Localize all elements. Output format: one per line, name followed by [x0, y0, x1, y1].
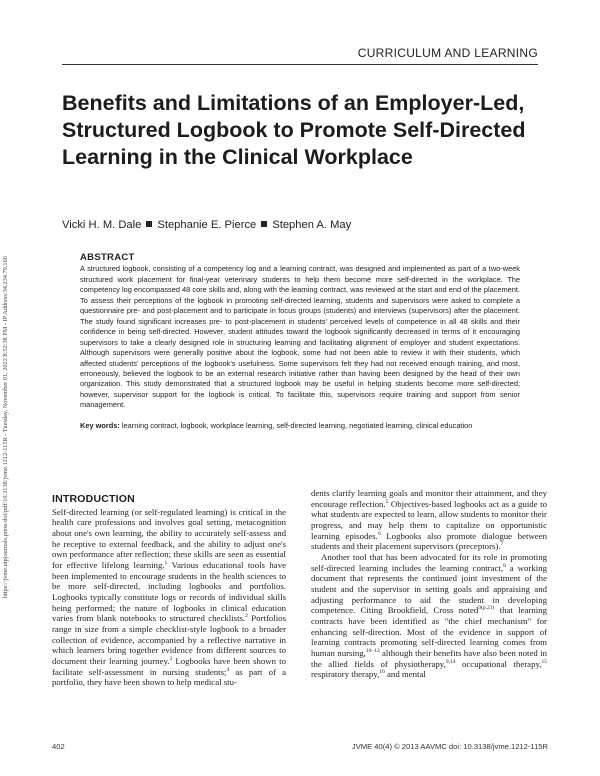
- body-column-right: [311, 488, 547, 680]
- reference-marker: 9(p.21): [478, 605, 495, 612]
- body-text: Self-directed learning (or self-regulated learning) is critical in the health care professions and involves goal setting, metacognition about one's own learning, the ability to accurately self-assess and be receptive to external feedback, and the ability to adjust one's own performance after reflection; these skills are seen as essential for effective lifelong learning.: [52, 506, 286, 570]
- reference-marker: 4: [226, 666, 230, 673]
- body-text: Logbooks also promote dialogue between students and their placement supervisors (preceptors).: [311, 530, 547, 552]
- keywords: [80, 421, 520, 431]
- body-text: Logbooks have been shown to facilitate self-assessment in nursing students;: [52, 655, 286, 677]
- body-text: a working document that represents the continued joint investment of the student and the supervisor in setting goals and appraising and adjusting performance to aid the student in developing competence. Citing Brookfield, Cross noted: [311, 562, 547, 616]
- keywords-label: Key words:: [80, 420, 120, 430]
- body-paragraph: [311, 552, 547, 680]
- body-text: occupational therapy,: [455, 658, 542, 669]
- article-title: Benefits and Limitations of an Employer-Led, Structured Logbook to Promote Self-Directed Learning in the Clinical Workplace: [62, 91, 526, 169]
- reference-marker: 3: [169, 655, 173, 662]
- header-rule: [62, 64, 538, 65]
- body-paragraph: [52, 507, 286, 688]
- reference-marker: 6: [377, 530, 381, 537]
- reference-marker: 1: [164, 560, 168, 567]
- author-name: Stephanie E. Pierce: [157, 219, 257, 231]
- body-text: respiratory therapy,: [311, 669, 380, 680]
- author-separator: [261, 221, 267, 227]
- body-text: and mental: [384, 669, 426, 680]
- page-number: 402: [52, 742, 65, 751]
- abstract-heading: ABSTRACT: [80, 252, 135, 263]
- body-text: Another tool that has been advocated for its role in promoting self-directed learning includes the learning contract,: [311, 551, 547, 573]
- abstract-block: [80, 253, 520, 431]
- reference-marker: 9,14: [445, 658, 456, 665]
- reference-marker: 15: [541, 658, 547, 665]
- reference-marker: 5: [385, 498, 389, 505]
- reference-marker: 10–13: [365, 647, 380, 654]
- body-text: Portfolios range in size from a simple checklist-style logbook to a broader collection of evidence, accompanied by a reflective narrative in which learners bring together evidence from different sources to document their learning journey.: [52, 613, 286, 666]
- download-stamp: [2, 168, 10, 598]
- body-paragraph: [311, 488, 547, 552]
- introduction-heading: INTRODUCTION: [52, 493, 135, 505]
- body-text: as part of a portfolio, they have been shown to help medical stu-: [52, 666, 286, 688]
- body-text: although their benefits have also been noted in the allied fields of physiotherapy,: [311, 647, 547, 669]
- body-text: Various educational tools have been implemented to encourage students in the health sciences to be more self-directed, including logbooks and portfolios. Logbooks typically constitute logs or records of individual skills being performed; the nature of logbooks in clinical education varies from blank notebooks to structured checklists.: [52, 559, 286, 624]
- reference-marker: 8: [503, 562, 506, 569]
- author-name: Vicki H. M. Dale: [62, 219, 142, 231]
- author-list: [62, 219, 351, 231]
- journal-citation: JVME 40(4) © 2013 AAVMC doi: 10.3138/jvme.1212-115R: [351, 742, 548, 751]
- author-name: Stephen A. May: [272, 219, 352, 231]
- author-separator: [146, 221, 152, 227]
- section-label: CURRICULUM AND LEARNING: [357, 46, 538, 60]
- reference-marker: 7: [500, 541, 504, 548]
- reference-marker: 2: [245, 613, 248, 620]
- download-stamp-text: https://jvme.utpjournals.press/doi/pdf/10.3138/jvme.1212-115R - Tuesday, November 01, 2022 8:52:38 PM - IP Address:34.234.79.166: [2, 256, 9, 598]
- body-text: that learning contracts have been identified as "the chief mechanism" for enhancing self-direction. Most of the evidence in support of learning contracts promoting self-directed learning comes from human nursing,: [311, 605, 547, 658]
- body-text: dents clarify learning goals and monitor their attainment, and they encourage reflection.: [311, 488, 547, 509]
- body-text: Objectives-based logbooks act as a guide to what students are expected to learn, allow students to monitor their progress, and may help them to capitalize on opportunistic learning episodes.: [311, 498, 547, 541]
- abstract-text: A structured logbook, consisting of a competency log and a learning contract, was designed and implemented as part of a two-week structured work placement for final-year veterinary students to help them become more self-directed in the workplace. The competency log encompassed 48 core skills and, along with the learning contract, was reviewed at the start and end of the placement. To assess their perceptions of the logbook in promoting self-directed learning, students and supervisors were asked to complete a questionnaire pre- and post-placement and to participate in focus groups (students) and interviews (supervisors) after the placement. The study found significant increases pre- to post-placement in students' perceived levels of competence in all 48 skills and their confidence in being self-directed. However, student attitudes toward the logbook significantly decreased in terms of it encouraging supervisors to take a clearly designed role in structuring learning and facilitating alignment of employer and student expectations. Although supervisors were generally positive about the logbook, some had not been able to review it with their students, which affected students' perceptions of the logbook's usefulness. Some supervisors felt they had not received enough training, and most, erroneously, believed the logbook to be an external research initiative rather than having been designed by the head of their own organization. This study demonstrated that a structured logbook may be useful in helping students become more self-directed; however, supervisor support for the logbook is critical. To facilitate this, supervisors require training and support from senior management.: [80, 264, 520, 410]
- reference-marker: 16: [379, 669, 385, 676]
- keywords-text: learning contract, logbook, workplace learning, self-directed learning, negotiated learning, clinical education: [121, 420, 473, 430]
- body-column-left: [52, 494, 286, 688]
